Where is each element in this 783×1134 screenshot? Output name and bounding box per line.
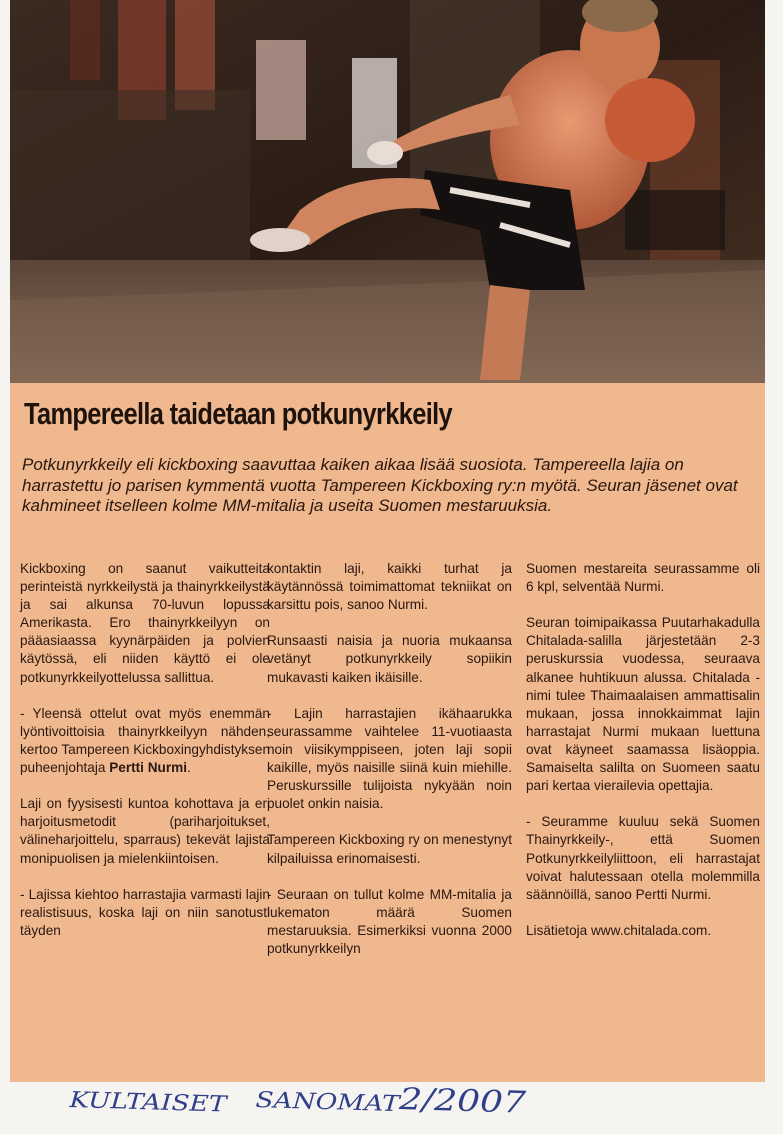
article-headline: Tampereella taidetaan potkunyrkkeily	[24, 396, 453, 431]
paragraph: Tampereen Kickboxing ry on menestynyt kilpailuissa erinomaisesti.	[267, 832, 512, 866]
handwritten-date: 2/2007	[398, 1082, 527, 1121]
paragraph: - Seuraan on tullut kolme MM-mitalia ja lukematon määrä Suomen mestaruuksia. Esimerkiksi vuonna 2000 potkunyrkkeilyn	[267, 886, 512, 956]
paragraph: Runsaasti naisia ja nuoria mukaansa vetänyt potkunyrkkeily sopiikin mukavasti kaiken ikäisille.	[267, 633, 512, 685]
article-column-3	[526, 560, 760, 958]
paragraph: - Lajin harrastajien ikähaarukka seurassamme vaihtelee 11-vuotiaasta noin viisikymppiseen, joten laji sopii kaikille, myös naisille siinä kuin miehille. Peruskurssille tulijoista nykyään noin puolet onkin naisia.	[267, 705, 512, 812]
handwritten-source-note	[60, 1082, 760, 1134]
paragraph: - Yleensä ottelut ovat myös enemmän lyöntivoittoisia thainyrkkeilyyn nähden, kertoo Tampereen Kickboxingyhdistyksen puheenjohtaja Pertti Nurmi.	[20, 705, 270, 776]
handwritten-publication: KULTAISET	[68, 1088, 227, 1118]
article-photo	[10, 0, 765, 383]
paragraph: Lisätietoja www.chitalada.com.	[526, 922, 712, 938]
paragraph: Suomen mestareita seurassamme oli 6 kpl, selventää Nurmi.	[526, 561, 760, 595]
newspaper-clipping	[10, 0, 765, 1082]
paragraph: - Seuramme kuuluu sekä Suomen Thainyrkkeily-, että Suomen Potkunyrkkeilyliittoon, eli harrastajat voivat halutessaan otella molemmilla säännöillä, sanoo Pertti Nurmi.	[526, 814, 760, 902]
paragraph: kontaktin laji, kaikki turhat ja käytännössä toimimattomat tekniikat on karsittu pois, sanoo Nurmi.	[267, 561, 512, 613]
person-name: Pertti Nurmi	[109, 760, 188, 776]
paragraph: Laji on fyysisesti kuntoa kohottava ja eri harjoitusmetodit (pariharjoitukset, välineharjoittelu, sparraus) tekevät lajista monipuolisen ja mielenkiintoisen.	[20, 796, 270, 866]
article-column-1	[20, 560, 270, 958]
paragraph-text: - Yleensä ottelut ovat myös enemmän lyöntivoittoisia thainyrkkeilyyn nähden, kertoo Tampereen Kickboxingyhdistyksen puheenjohtaja	[20, 705, 270, 776]
kickboxer-photo-illustration	[10, 0, 765, 383]
article-lead: Potkunyrkkeily eli kickboxing saavuttaa kaiken aikaa lisää suosiota. Tampereella lajia on harrastettu jo parisen kymmentä vuotta Tampereen Kickboxing ry:n myötä. Seuran jäsenet ovat kahmineet itselleen kolme MM-mitalia ja useita Suomen mestaruuksia.	[22, 455, 738, 515]
article-column-2	[267, 560, 512, 976]
paragraph: Seuran toimipaikassa Puutarhakadulla Chitalada-salilla järjestetään 2-3 peruskurssia vuodessa, seuraava alkanee huhtikuun alussa. Chitalada -nimi tulee Thaimaalaisen ammattisalin mukaan, jossa innokkaimmat lajin harrastajat Nurmi mukaan luettuna ovat käyneet saamassa lisäoppia. Samaiselta salilta on Suomeen saatu pari kertaa vierailevia opettajia.	[526, 615, 760, 794]
paragraph: - Lajissa kiehtoo harrastajia varmasti lajin realistisuus, koska laji on niin sanotusti täyden	[20, 886, 270, 938]
paragraph: Kickboxing on saanut vaikutteita perinteistä nyrkkeilystä ja thainyrkkeilystä ja sai alkunsa 70-luvun lopussa Amerikasta. Ero thainyrkkeilyyn on pääasiaassa kyynärpäiden ja polvien käytössä, eli niiden käyttö ei ole potkunyrkkeilyottelussa sallittua.	[20, 561, 270, 685]
handwritten-publication-2: SANOMAT	[254, 1088, 401, 1118]
